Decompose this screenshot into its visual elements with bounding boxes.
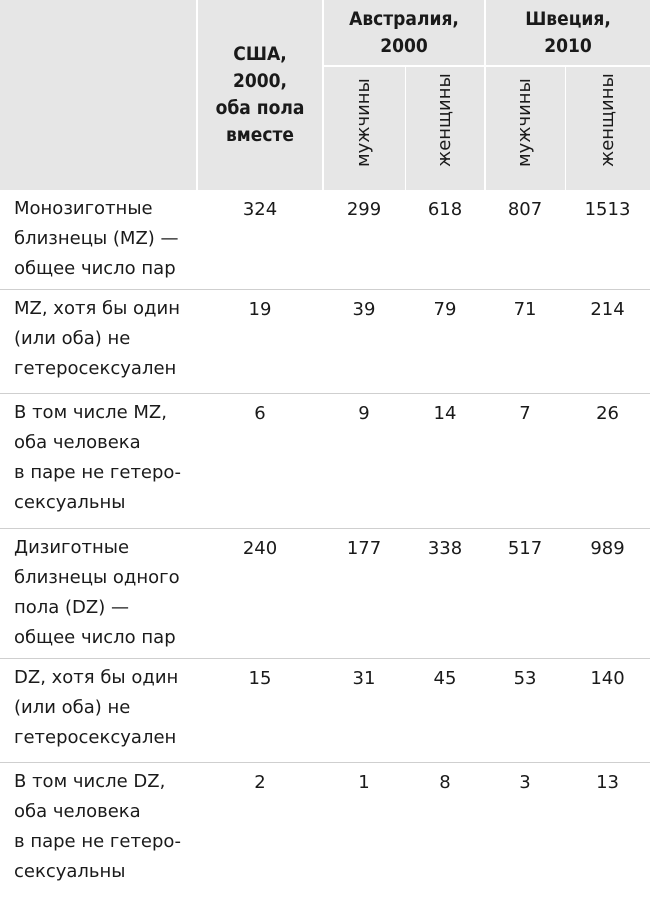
swe-women-value: 140	[565, 658, 650, 762]
aus-women-value: 618	[405, 190, 485, 289]
row-label	[0, 528, 197, 658]
sweden-header-line: Швеция,	[525, 7, 611, 30]
swe-women-value: 214	[565, 289, 650, 393]
swe-men-value: 71	[485, 289, 565, 393]
row-label	[0, 393, 197, 528]
swe-men-label: мужчины	[514, 78, 536, 167]
row-label-line: Монозиготные	[14, 198, 153, 219]
row-label-line: DZ, хотя бы один	[14, 666, 179, 688]
row-label-line: пола (DZ) —	[14, 596, 129, 618]
row-label-line: сексуальны	[14, 860, 126, 882]
row-label-line: сексуальны	[14, 491, 126, 513]
row-label-line: (или оба) не	[14, 327, 131, 349]
row-label-line: в паре не гетеро-	[14, 830, 181, 852]
row-label	[0, 762, 197, 896]
sweden-header-line: 2010	[544, 34, 592, 57]
swe-women-value: 13	[596, 771, 619, 793]
row-label-line: гетеросексуален	[14, 357, 177, 379]
usa-value: 2	[254, 771, 266, 793]
row-label-line: гетеросексуален	[14, 726, 177, 748]
usa-header-line: вместе	[225, 124, 295, 146]
australia-header-line: 2000	[380, 34, 428, 57]
swe-women-value: 1513	[565, 190, 650, 289]
aus-men-header	[323, 66, 405, 190]
usa-value: 240	[197, 528, 323, 658]
aus-men-value: 39	[323, 289, 405, 393]
sweden-header	[485, 0, 650, 66]
swe-men-value: 53	[485, 658, 565, 762]
row-label-line: Дизиготные	[14, 536, 130, 558]
australia-header-line: Австралия,	[349, 7, 459, 30]
row-label-line: В том числе DZ,	[14, 770, 166, 792]
swe-women-header	[565, 66, 650, 190]
table-row	[0, 393, 650, 528]
aus-men-value: 1	[358, 771, 370, 793]
aus-men-label: мужчины	[353, 78, 375, 167]
usa-header-line: 2000,	[232, 70, 288, 92]
row-label-line: близнецы одного	[14, 566, 180, 588]
aus-women-value: 338	[405, 528, 485, 658]
row-label-line: оба человека	[14, 800, 141, 822]
corner-header-cell	[0, 0, 197, 190]
row-label	[0, 289, 197, 393]
australia-header	[323, 0, 485, 66]
aus-men-value: 31	[323, 658, 405, 762]
swe-women-value: 26	[565, 393, 650, 528]
usa-value: 19	[197, 289, 323, 393]
usa-value: 15	[197, 658, 323, 762]
table-row	[0, 762, 650, 896]
swe-men-value: 517	[485, 528, 565, 658]
table-row	[0, 528, 650, 658]
aus-women-value: 45	[405, 658, 485, 762]
row-label-line: общее число пар	[14, 626, 176, 648]
row-label-line: (или оба) не	[14, 696, 131, 718]
aus-men-value: 177	[323, 528, 405, 658]
swe-men-value: 3	[519, 771, 531, 793]
aus-men-value: 299	[323, 190, 405, 289]
usa-header-line: оба пола	[215, 97, 305, 119]
usa-header	[197, 0, 323, 190]
table-row	[0, 289, 650, 393]
swe-women-label: женщины	[596, 73, 618, 167]
usa-header-line: США,	[233, 43, 287, 65]
row-label-line: в паре не гетеро-	[14, 461, 181, 483]
row-label-line: близнецы (MZ) —	[14, 228, 179, 249]
swe-men-value: 807	[485, 190, 565, 289]
aus-women-value: 79	[405, 289, 485, 393]
swe-men-header	[485, 66, 565, 190]
aus-women-header	[405, 66, 485, 190]
swe-men-value: 7	[485, 393, 565, 528]
aus-women-label: женщины	[433, 73, 455, 167]
row-label	[0, 190, 197, 289]
row-label-line: В том числе MZ,	[14, 401, 167, 423]
usa-value: 324	[197, 190, 323, 289]
row-label	[0, 658, 197, 762]
usa-value: 6	[197, 393, 323, 528]
aus-women-value: 14	[405, 393, 485, 528]
aus-men-value: 9	[323, 393, 405, 528]
table-row	[0, 190, 650, 289]
row-label-line: оба человека	[14, 431, 141, 453]
swe-women-value: 989	[565, 528, 650, 658]
aus-women-value: 8	[439, 771, 451, 793]
row-label-line: MZ, хотя бы один	[14, 297, 180, 319]
table-row	[0, 658, 650, 762]
row-label-line: общее число пар	[14, 258, 176, 279]
